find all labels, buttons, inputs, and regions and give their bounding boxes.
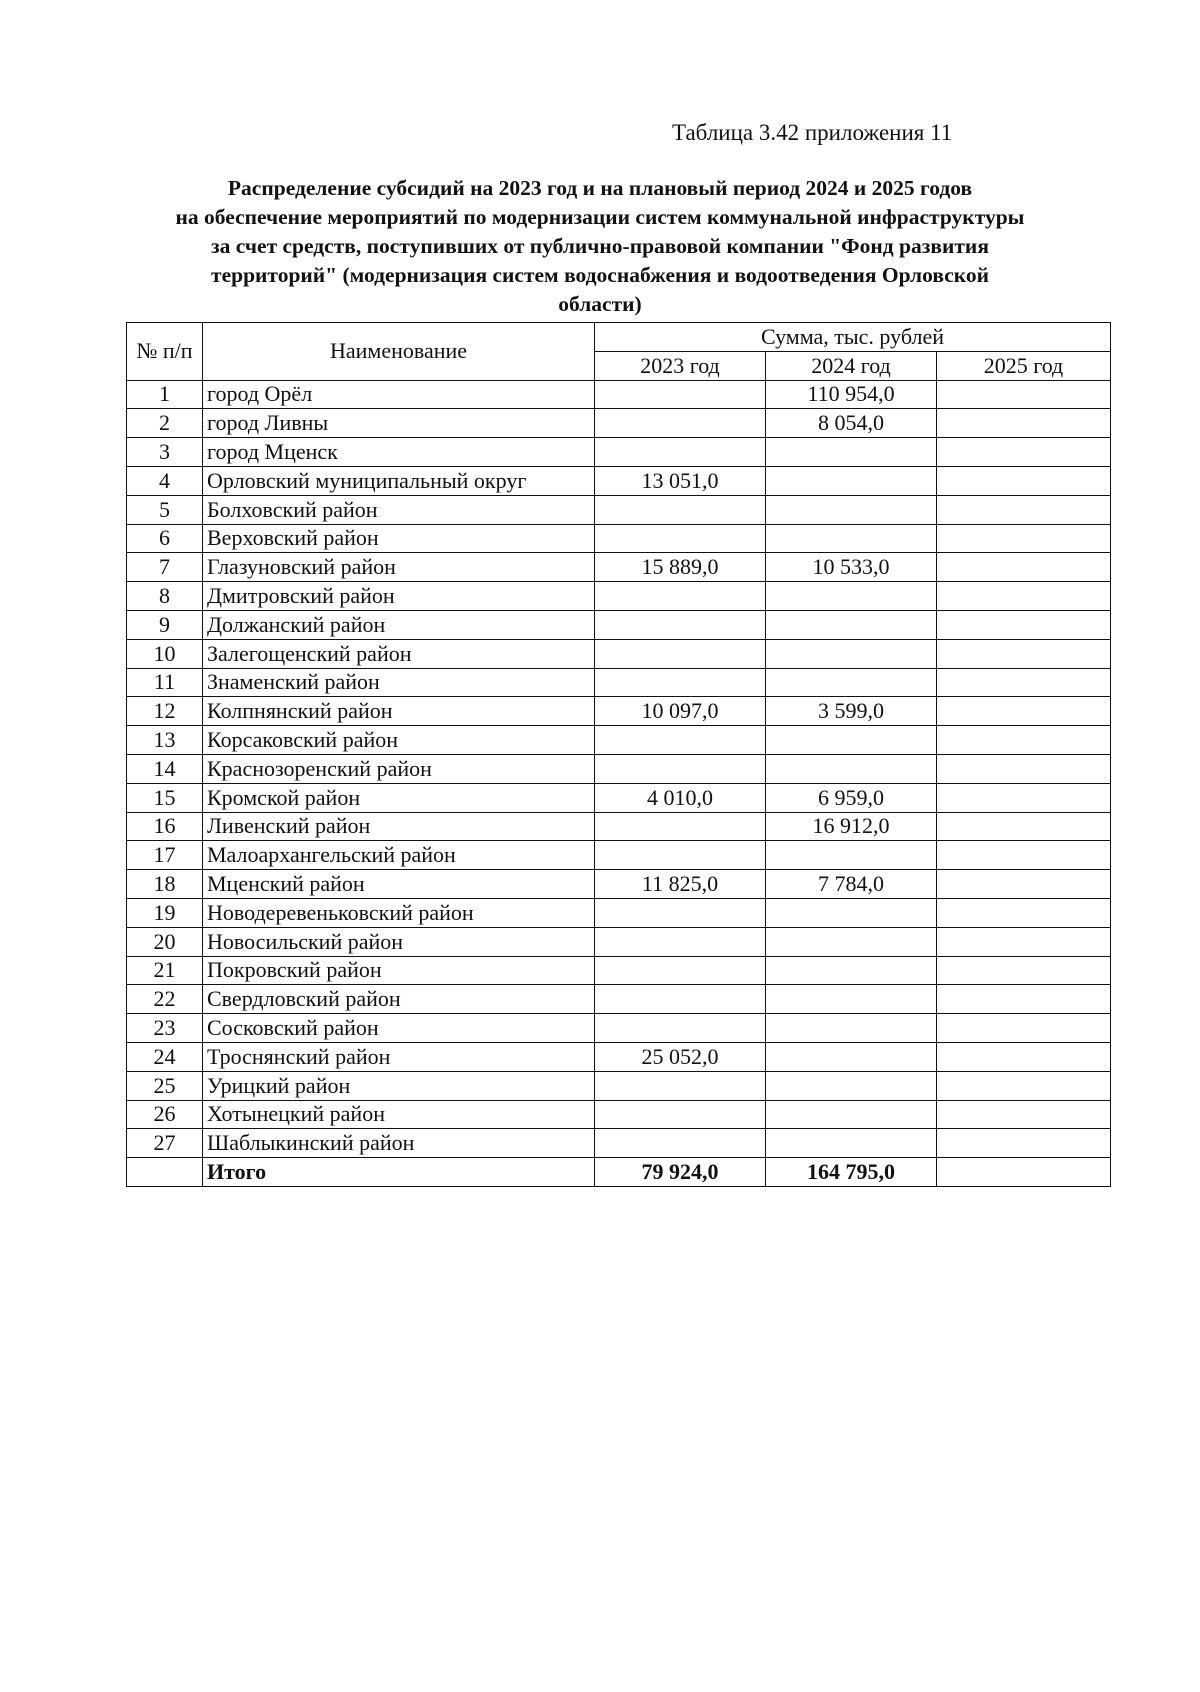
row-value-2025 [937, 668, 1111, 697]
row-value-2024 [766, 524, 937, 553]
row-value-2023 [595, 1100, 766, 1129]
row-value-2025 [937, 1042, 1111, 1071]
total-row [127, 1158, 1111, 1187]
row-name: Сосковский район [203, 1014, 595, 1043]
row-number: 27 [127, 1129, 203, 1158]
table-body [127, 380, 1111, 1186]
row-value-2023 [595, 985, 766, 1014]
table-row [127, 639, 1111, 668]
row-number: 3 [127, 438, 203, 467]
row-name: Орловский муниципальный округ [203, 466, 595, 495]
row-value-2025 [937, 726, 1111, 755]
title-line: Распределение субсидий на 2023 год и на плановый период 2024 и 2025 годов [227, 176, 973, 200]
row-value-2023 [595, 1014, 766, 1043]
row-value-2024 [766, 1071, 937, 1100]
row-number: 11 [127, 668, 203, 697]
row-value-2025 [937, 495, 1111, 524]
table-row [127, 610, 1111, 639]
header-sum-group: Сумма, тыс. рублей [595, 323, 1111, 352]
title-line: области) [558, 292, 642, 316]
table-row [127, 841, 1111, 870]
row-value-2025 [937, 553, 1111, 582]
row-value-2025 [937, 956, 1111, 985]
header-name: Наименование [203, 323, 595, 381]
row-value-2025 [937, 582, 1111, 611]
table-row [127, 726, 1111, 755]
row-value-2025 [937, 1014, 1111, 1043]
row-value-2023 [595, 495, 766, 524]
table-row [127, 754, 1111, 783]
table-row [127, 1014, 1111, 1043]
row-number: 9 [127, 610, 203, 639]
row-number: 8 [127, 582, 203, 611]
row-value-2025 [937, 985, 1111, 1014]
row-value-2024 [766, 898, 937, 927]
row-value-2023 [595, 726, 766, 755]
table-row [127, 697, 1111, 726]
row-name: Свердловский район [203, 985, 595, 1014]
row-value-2025 [937, 754, 1111, 783]
row-value-2023: 13 051,0 [595, 466, 766, 495]
row-value-2023: 4 010,0 [595, 783, 766, 812]
row-value-2023: 79 924,0 [595, 1158, 766, 1187]
row-value-2023 [595, 1129, 766, 1158]
row-name: Знаменский район [203, 668, 595, 697]
row-value-2025 [937, 1129, 1111, 1158]
row-number: 14 [127, 754, 203, 783]
document-title [100, 174, 1100, 319]
row-value-2025 [937, 812, 1111, 841]
row-number: 23 [127, 1014, 203, 1043]
table-row [127, 783, 1111, 812]
row-name: Краснозоренский район [203, 754, 595, 783]
row-value-2025 [937, 380, 1111, 409]
table-row [127, 524, 1111, 553]
row-value-2025 [937, 870, 1111, 899]
row-value-2023 [595, 668, 766, 697]
row-number: 7 [127, 553, 203, 582]
row-number: 25 [127, 1071, 203, 1100]
row-value-2023 [595, 610, 766, 639]
header-row [127, 323, 1111, 352]
row-number: 1 [127, 380, 203, 409]
row-number: 2 [127, 409, 203, 438]
table-row [127, 1071, 1111, 1100]
table-row [127, 1129, 1111, 1158]
row-number: 26 [127, 1100, 203, 1129]
row-value-2024 [766, 1042, 937, 1071]
row-value-2024: 164 795,0 [766, 1158, 937, 1187]
row-value-2024 [766, 610, 937, 639]
row-value-2025 [937, 927, 1111, 956]
row-number: 10 [127, 639, 203, 668]
row-number: 20 [127, 927, 203, 956]
row-value-2025 [937, 841, 1111, 870]
table-row [127, 582, 1111, 611]
row-value-2023 [595, 812, 766, 841]
row-name: Троснянский район [203, 1042, 595, 1071]
row-name: город Мценск [203, 438, 595, 467]
row-value-2023 [595, 956, 766, 985]
row-name: Кромской район [203, 783, 595, 812]
row-number: 17 [127, 841, 203, 870]
title-line: за счет средств, поступивших от публично-правовой компании "Фонд развития [211, 234, 989, 258]
header-year-2025: 2025 год [937, 351, 1111, 380]
row-name: Ливенский район [203, 812, 595, 841]
row-value-2024 [766, 582, 937, 611]
row-value-2024 [766, 841, 937, 870]
table-row [127, 553, 1111, 582]
row-value-2025 [937, 610, 1111, 639]
row-number: 18 [127, 870, 203, 899]
row-value-2024 [766, 726, 937, 755]
row-name: Болховский район [203, 495, 595, 524]
row-value-2024 [766, 754, 937, 783]
row-value-2024 [766, 1100, 937, 1129]
row-number: 5 [127, 495, 203, 524]
row-value-2023 [595, 639, 766, 668]
row-value-2025 [937, 524, 1111, 553]
row-value-2023 [595, 754, 766, 783]
row-name: Покровский район [203, 956, 595, 985]
header-number: № п/п [127, 323, 203, 381]
row-value-2024: 6 959,0 [766, 783, 937, 812]
row-value-2025 [937, 409, 1111, 438]
row-value-2024: 16 912,0 [766, 812, 937, 841]
row-number: 21 [127, 956, 203, 985]
table-row [127, 668, 1111, 697]
row-value-2023 [595, 927, 766, 956]
row-value-2023 [595, 582, 766, 611]
row-value-2025 [937, 466, 1111, 495]
row-value-2025 [937, 898, 1111, 927]
row-number: 24 [127, 1042, 203, 1071]
title-line: на обеспечение мероприятий по модернизации систем коммунальной инфраструктуры [175, 205, 1025, 229]
header-year-2023: 2023 год [595, 351, 766, 380]
table-row [127, 812, 1111, 841]
row-value-2024 [766, 927, 937, 956]
row-number: 6 [127, 524, 203, 553]
row-value-2025 [937, 783, 1111, 812]
row-value-2023 [595, 380, 766, 409]
table-row [127, 985, 1111, 1014]
row-name: город Орёл [203, 380, 595, 409]
row-name: Малоархангельский район [203, 841, 595, 870]
table-row [127, 1042, 1111, 1071]
row-value-2024 [766, 985, 937, 1014]
row-name: Глазуновский район [203, 553, 595, 582]
row-value-2023 [595, 898, 766, 927]
table-row [127, 495, 1111, 524]
row-name: Залегощенский район [203, 639, 595, 668]
row-number: 22 [127, 985, 203, 1014]
row-number: 19 [127, 898, 203, 927]
table-row [127, 1100, 1111, 1129]
row-value-2024 [766, 1014, 937, 1043]
row-value-2025 [937, 438, 1111, 467]
row-number [127, 1158, 203, 1187]
row-value-2024: 7 784,0 [766, 870, 937, 899]
row-name: Должанский район [203, 610, 595, 639]
row-name: город Ливны [203, 409, 595, 438]
row-value-2023: 15 889,0 [595, 553, 766, 582]
row-value-2023 [595, 524, 766, 553]
row-number: 16 [127, 812, 203, 841]
row-name: Корсаковский район [203, 726, 595, 755]
row-value-2024 [766, 495, 937, 524]
row-value-2023 [595, 841, 766, 870]
row-value-2024 [766, 956, 937, 985]
row-name: Мценский район [203, 870, 595, 899]
row-name: Итого [203, 1158, 595, 1187]
row-name: Дмитровский район [203, 582, 595, 611]
row-value-2023 [595, 438, 766, 467]
table-row [127, 870, 1111, 899]
header-year-2024: 2024 год [766, 351, 937, 380]
row-name: Новосильский район [203, 927, 595, 956]
row-value-2023: 10 097,0 [595, 697, 766, 726]
row-value-2023: 25 052,0 [595, 1042, 766, 1071]
table-row [127, 380, 1111, 409]
row-name: Шаблыкинский район [203, 1129, 595, 1158]
row-number: 4 [127, 466, 203, 495]
row-name: Урицкий район [203, 1071, 595, 1100]
row-number: 13 [127, 726, 203, 755]
row-value-2024 [766, 1129, 937, 1158]
row-value-2024 [766, 438, 937, 467]
appendix-reference: Таблица 3.42 приложения 11 [672, 120, 953, 145]
row-value-2024 [766, 466, 937, 495]
row-value-2024: 3 599,0 [766, 697, 937, 726]
row-value-2024 [766, 639, 937, 668]
row-value-2025 [937, 1071, 1111, 1100]
row-value-2024: 10 533,0 [766, 553, 937, 582]
title-line: территорий" (модернизация систем водоснабжения и водоотведения Орловской [211, 263, 989, 287]
table-row [127, 466, 1111, 495]
row-value-2025 [937, 697, 1111, 726]
table-header [127, 323, 1111, 381]
table-row [127, 898, 1111, 927]
table-row [127, 927, 1111, 956]
row-value-2024: 110 954,0 [766, 380, 937, 409]
row-value-2023 [595, 409, 766, 438]
row-name: Колпнянский район [203, 697, 595, 726]
row-value-2024 [766, 668, 937, 697]
table-row [127, 438, 1111, 467]
table-row [127, 956, 1111, 985]
row-value-2025 [937, 1100, 1111, 1129]
row-name: Новодеревеньковский район [203, 898, 595, 927]
row-name: Хотынецкий район [203, 1100, 595, 1129]
row-value-2025 [937, 639, 1111, 668]
row-name: Верховский район [203, 524, 595, 553]
row-value-2023 [595, 1071, 766, 1100]
row-value-2023: 11 825,0 [595, 870, 766, 899]
row-value-2025 [937, 1158, 1111, 1187]
subsidy-table [126, 322, 1111, 1187]
table-row [127, 409, 1111, 438]
row-number: 15 [127, 783, 203, 812]
row-number: 12 [127, 697, 203, 726]
row-value-2024: 8 054,0 [766, 409, 937, 438]
